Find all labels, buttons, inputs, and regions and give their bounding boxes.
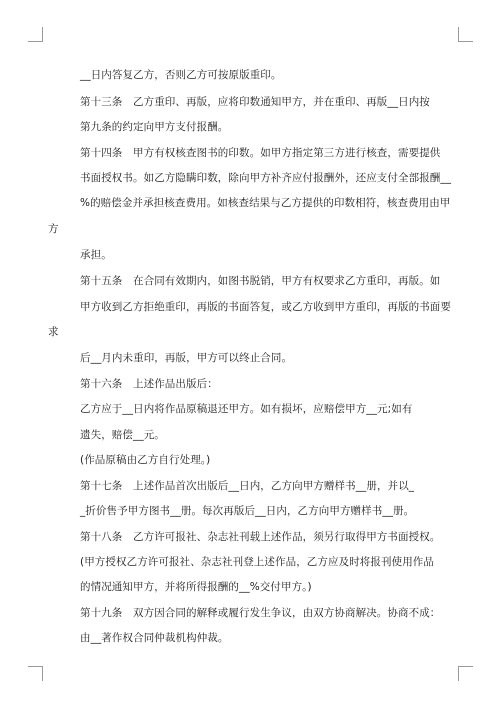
crop-mark-top-left: [28, 27, 43, 42]
crop-mark-bottom-left: [28, 666, 43, 681]
text-line: 第十三条 乙方重印、再版，应将印数通知甲方，并在重印、再版__日内按: [80, 96, 430, 108]
text-line: 由__著作权合同仲裁机构仲裁。: [80, 632, 229, 644]
text-line: 承担。: [80, 249, 112, 261]
text-line: 第十七条 上述作品首次出版后__日内，乙方向甲方赠样书__册，并以_: [80, 480, 415, 492]
text-line: 求: [48, 326, 59, 338]
text-line: 第九条的约定向甲方支付报酬。: [80, 121, 229, 133]
text-line: 甲方收到乙方拒绝重印，再版的书面答复，或乙方收到甲方重印，再版的书面要: [80, 301, 451, 313]
text-line: __日内答复乙方，否则乙方可按原版重印。: [80, 69, 282, 81]
crop-mark-bottom-right: [458, 666, 473, 681]
text-line: 第十四条 甲方有权核查图书的印数。如甲方指定第三方进行核查，需要提供: [80, 147, 441, 159]
text-line: 第十五条 在合同有效期内，如图书脱销，甲方有权要求乙方重印，再版。如: [80, 275, 441, 287]
text-line: (作品原稿由乙方自行处理。): [80, 454, 211, 466]
text-line: 第十九条 双方因合同的解释或履行发生争议，由双方协商解决。协商不成：: [80, 607, 441, 619]
text-line: 的情况通知甲方，并将所得报酬的__%交付甲方。): [80, 581, 312, 593]
crop-mark-top-right: [458, 27, 473, 42]
text-line: 方: [48, 223, 59, 235]
text-line: 遗失，赔偿__元。: [80, 429, 165, 441]
text-line: 乙方应于__日内将作品原稿退还甲方。如有损坏，应赔偿甲方__元;如有: [80, 403, 413, 415]
text-line: 后__月内未重印，再版，甲方可以终止合同。: [80, 352, 293, 364]
text-line: 第十六条 上述作品出版后：: [80, 378, 218, 390]
text-line: 第十八条 乙方许可报社、杂志社刊载上述作品，须另行取得甲方书面授权。: [80, 531, 441, 543]
text-line: _折价售予甲方图书__册。每次再版后__日内，乙方向甲方赠样书__册。: [80, 505, 415, 517]
text-line: (甲方授权乙方许可报社、杂志社刊登上述作品，乙方应及时将报刊使用作品: [80, 556, 434, 568]
text-line: 书面授权书。如乙方隐瞒印数，除向甲方补齐应付报酬外，还应支付全部报酬__: [80, 172, 452, 184]
text-line: %的赔偿金并承担核查费用。如核查结果与乙方提供的印数相符，核查费用由甲: [80, 197, 451, 209]
